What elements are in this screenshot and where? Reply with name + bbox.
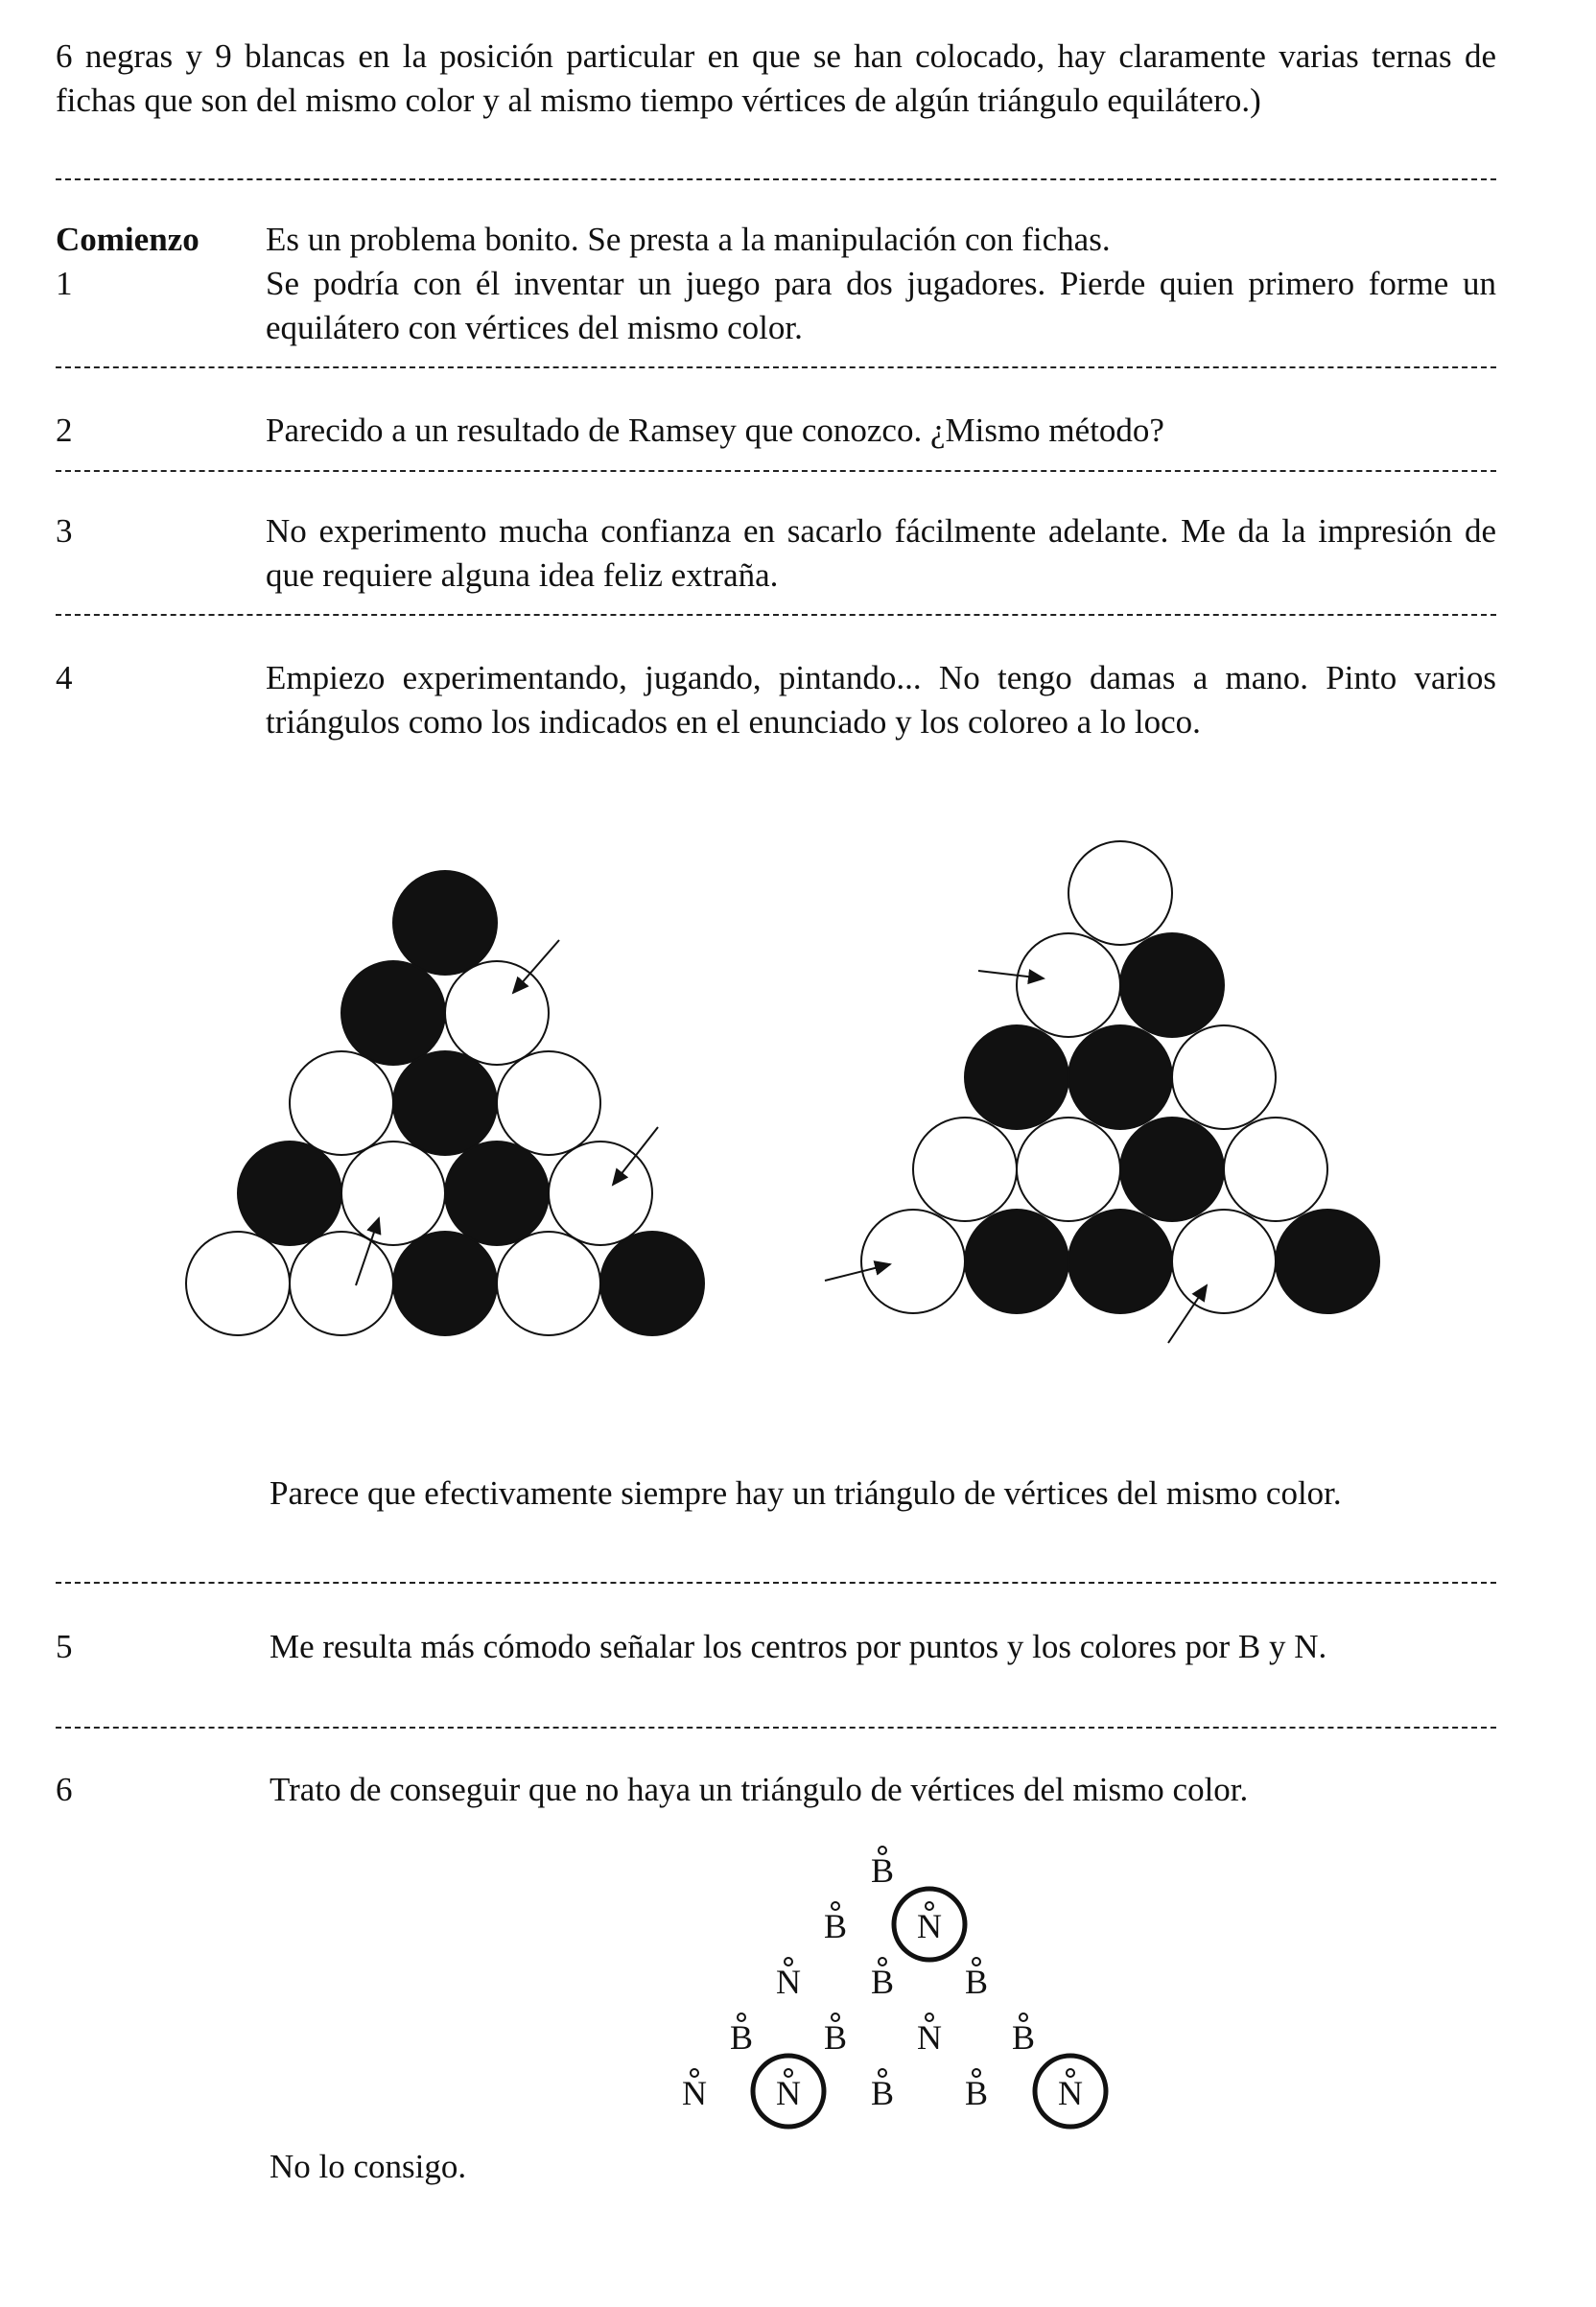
left-piece-r1-c1-white xyxy=(445,961,549,1065)
letter-node-r1-c1: N xyxy=(917,1907,942,1945)
letter-triangle-diagram xyxy=(682,1847,1106,2127)
right-piece-r3-c0-white xyxy=(913,1118,1017,1221)
left-piece-r0-c0-black xyxy=(393,871,497,975)
right-piece-r4-c4-black xyxy=(1276,1210,1379,1313)
letter-node-r4-c3: B xyxy=(964,2074,989,2112)
letter-node-r2-c1: B xyxy=(870,1963,895,2001)
step-4-text: Empiezo experimentando, jugando, pintando... No tengo damas a mano. Pinto varios triángulos como los indicados en el enunciado y los coloreo a lo loco. xyxy=(266,659,1496,741)
step-label-comienzo: Comienzo xyxy=(56,221,200,258)
step-number-6: 6 xyxy=(56,1771,73,1808)
letter-node-r2-c2: B xyxy=(964,1963,989,2001)
step-number-4: 4 xyxy=(56,659,73,696)
left-piece-r3-c2-black xyxy=(445,1142,549,1245)
step-6-conclusion: No lo consigo. xyxy=(270,2148,467,2185)
step-6-text: Trato de conseguir que no haya un triángulo de vértices del mismo color. xyxy=(270,1771,1249,1808)
right-piece-r1-c0-white xyxy=(1017,933,1120,1037)
letter-node-r4-c0: N xyxy=(682,2074,707,2112)
step-number-3: 3 xyxy=(56,512,73,550)
letter-node-r1-c0: B xyxy=(823,1907,848,1945)
right-piece-r2-c1-black xyxy=(1068,1025,1172,1129)
right-piece-r4-c2-black xyxy=(1068,1210,1172,1313)
left-piece-r2-c0-white xyxy=(290,1051,393,1155)
right-piece-r1-c1-black xyxy=(1120,933,1224,1037)
letter-node-r0-c0: B xyxy=(870,1851,895,1890)
letter-node-r2-c0: N xyxy=(776,1963,801,2001)
right-piece-r2-c2-white xyxy=(1172,1025,1276,1129)
step-number-2: 2 xyxy=(56,412,73,449)
letter-node-r3-c1: B xyxy=(823,2018,848,2057)
letter-node-r4-c2: B xyxy=(870,2074,895,2112)
right-piece-r3-c1-white xyxy=(1017,1118,1120,1221)
letter-node-r3-c0: B xyxy=(729,2018,754,2057)
left-piece-r3-c3-white xyxy=(549,1142,652,1245)
step-number-5: 5 xyxy=(56,1628,73,1665)
step-1-line-2: Se podría con él inventar un juego para dos jugadores. Pierde quien primero forme un equilátero con vértices del mismo color. xyxy=(266,265,1496,346)
left-piece-r3-c1-white xyxy=(341,1142,445,1245)
right-piece-r3-c2-black xyxy=(1120,1118,1224,1221)
left-piece-r3-c0-black xyxy=(238,1142,341,1245)
step-2-text: Parecido a un resultado de Ramsey que conozco. ¿Mismo método? xyxy=(266,412,1164,449)
letter-node-r3-c2: N xyxy=(917,2018,942,2057)
step-3-text: No experimento mucha confianza en sacarlo fácilmente adelante. Me da la impresión de que requiere alguna idea feliz extraña. xyxy=(266,512,1496,594)
right-piece-triangle xyxy=(861,841,1379,1313)
right-piece-r0-c0-white xyxy=(1068,841,1172,945)
right-piece-r4-c3-white xyxy=(1172,1210,1276,1313)
letter-node-r4-c1: N xyxy=(776,2074,801,2112)
letter-node-r3-c3: B xyxy=(1011,2018,1036,2057)
right-piece-r2-c0-black xyxy=(965,1025,1068,1129)
step-5-text: Me resulta más cómodo señalar los centros por puntos y los colores por B y N. xyxy=(270,1628,1327,1665)
step-number-1: 1 xyxy=(56,265,73,302)
left-piece-r1-c0-black xyxy=(341,961,445,1065)
right-piece-r4-c0-white xyxy=(861,1210,965,1313)
left-piece-r4-c3-white xyxy=(497,1232,600,1335)
left-piece-r4-c2-black xyxy=(393,1232,497,1335)
left-piece-r2-c1-black xyxy=(393,1051,497,1155)
right-piece-r4-c1-black xyxy=(965,1210,1068,1313)
left-piece-r4-c0-white xyxy=(186,1232,290,1335)
letter-node-r4-c4: N xyxy=(1058,2074,1083,2112)
left-piece-triangle xyxy=(186,871,704,1335)
left-piece-r2-c2-white xyxy=(497,1051,600,1155)
step-1-line-1: Es un problema bonito. Se presta a la manipulación con fichas. xyxy=(266,221,1111,258)
right-piece-r3-c3-white xyxy=(1224,1118,1327,1221)
step-4-conclusion: Parece que efectivamente siempre hay un triángulo de vértices del mismo color. xyxy=(270,1474,1342,1512)
left-piece-r4-c1-white xyxy=(290,1232,393,1335)
intro-paragraph: 6 negras y 9 blancas en la posición particular en que se han colocado, hay claramente varias ternas de fichas que son del mismo color y al mismo tiempo vértices de algún triángulo equilátero.) xyxy=(56,37,1496,119)
left-piece-r4-c4-black xyxy=(600,1232,704,1335)
